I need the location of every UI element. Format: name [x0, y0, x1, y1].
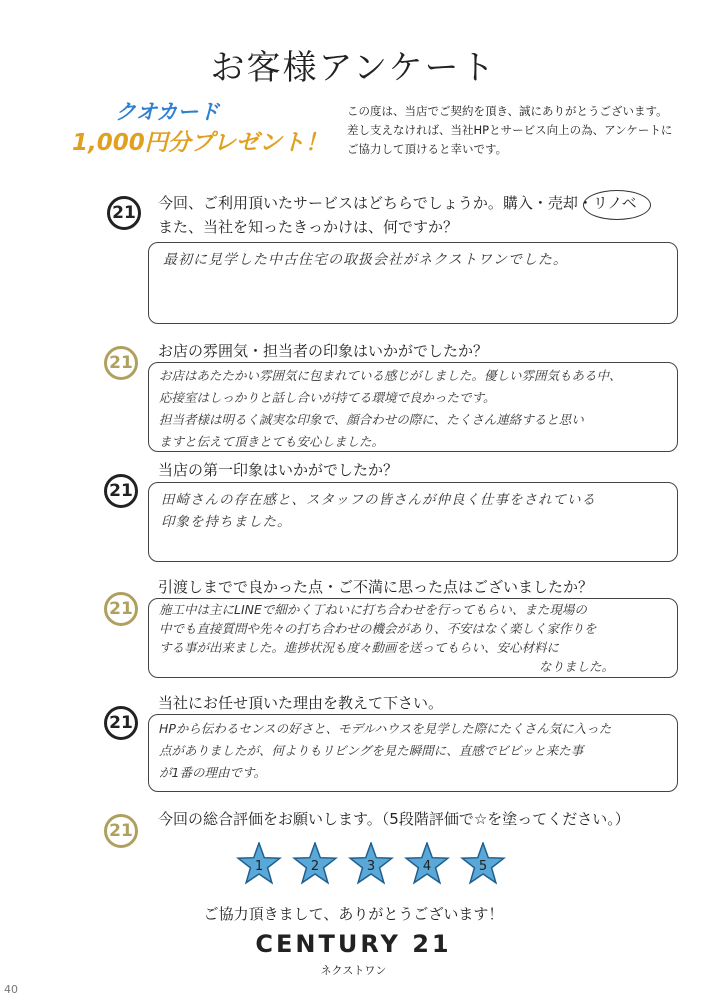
answer-line: 担当者様は明るく誠実な印象で、顔合わせの際に、たくさん連絡すると思い — [159, 412, 584, 427]
century21-badge: 21 — [104, 346, 138, 380]
rating-star-label: 1 — [254, 859, 264, 874]
century21-badge: 21 — [104, 592, 138, 626]
intro-line: 差し支えなければ、当社HPとサービス向上の為、アンケートに — [347, 123, 673, 137]
answer-line: 施工中は主にLINEで細かく丁ねいに打ち合わせを行ってもらい、また現場の — [159, 602, 587, 617]
question-3-impression: 当店の第一印象はいかがでしたか？ — [158, 461, 399, 479]
intro-line: ご協力して頂けると幸いです。 — [347, 142, 508, 156]
answer-box-2[interactable] — [148, 362, 678, 452]
answer-line: 中でも直接質問や先々の打ち合わせの機会があり、不安はなく楽しく家作りを — [159, 621, 597, 636]
answer-text — [149, 599, 677, 676]
answer-line: 印象を持ちました。 — [161, 514, 292, 530]
selected-option-circle — [583, 190, 651, 220]
intro-text — [347, 102, 677, 159]
answer-line: 最初に見学した中古住宅の取扱会社がネクストワンでした。 — [163, 252, 568, 268]
intro-line: この度は、当店でご契約を頂き、誠にありがとうございます。 — [347, 104, 668, 118]
answer-text — [149, 363, 677, 453]
century21-badge: 21 — [107, 196, 141, 230]
promo-amount: 1,000円分プレゼント！ — [72, 130, 328, 156]
rating-stars[interactable] — [225, 842, 515, 888]
thanks-message: ご協力頂きまして、ありがとうございます！ — [203, 905, 504, 923]
brand-logo: CENTURY 21 — [255, 930, 452, 958]
answer-text — [149, 715, 677, 784]
answer-box-1[interactable] — [148, 242, 678, 324]
century21-badge: 21 — [104, 706, 138, 740]
answer-line: 点がありましたが、何よりもリビングを見た瞬間に、直感でビビッと来た事 — [159, 743, 584, 758]
century21-badge: 21 — [104, 474, 138, 508]
answer-box-4[interactable] — [148, 598, 678, 678]
century21-badge: 21 — [104, 814, 138, 848]
question-1-source: また、当社を知ったきっかけは、何ですか？ — [158, 218, 459, 236]
answer-text — [149, 483, 677, 533]
question-1-service: 今回、ご利用頂いたサービスはどちらでしょうか。購入・売却・リノベ — [158, 194, 637, 212]
rating-star-label: 2 — [310, 859, 320, 874]
answer-line: 田崎さんの存在感と、スタッフの皆さんが仲良く仕事をされている — [161, 492, 596, 508]
page-number: 40 — [4, 983, 18, 996]
rating-star-label: 4 — [422, 859, 432, 874]
answer-line: なりました。 — [539, 659, 615, 674]
answer-box-5[interactable] — [148, 714, 678, 792]
rating-star-label: 5 — [478, 859, 488, 874]
answer-line: ますと伝えて頂きとても安心しました。 — [159, 434, 385, 449]
answer-line: が1番の理由です。 — [159, 765, 266, 780]
promo-card-name: クオカード — [115, 100, 220, 124]
page-title: お客様アンケート — [210, 48, 497, 88]
answer-line: お店はあたたかい雰囲気に包まれている感じがしました。優しい雰囲気もある中、 — [159, 368, 622, 383]
answer-text — [149, 243, 677, 271]
brand-subtitle: ネクストワン — [320, 964, 387, 977]
answer-line: する事が出来ました。進捗状況も度々動画を送ってもらい、安心材料に — [159, 640, 560, 655]
answer-line: 応接室はしっかりと話し合いが持てる環境で良かったです。 — [159, 390, 496, 405]
question-5-reason: 当社にお任せ頂いた理由を教えて下さい。 — [158, 694, 444, 712]
question-6-rating: 今回の総合評価をお願いします。（5段階評価で☆を塗ってください。） — [158, 810, 630, 828]
answer-box-3[interactable] — [148, 482, 678, 562]
rating-star-label: 3 — [366, 859, 376, 874]
answer-line: HPから伝わるセンスの好さと、モデルハウスを見学した際にたくさん気に入った — [159, 721, 612, 736]
question-2-atmosphere: お店の雰囲気・担当者の印象はいかがでしたか？ — [158, 342, 489, 360]
question-4-handover: 引渡しまでで良かった点・ご不満に思った点はございましたか？ — [158, 578, 594, 596]
